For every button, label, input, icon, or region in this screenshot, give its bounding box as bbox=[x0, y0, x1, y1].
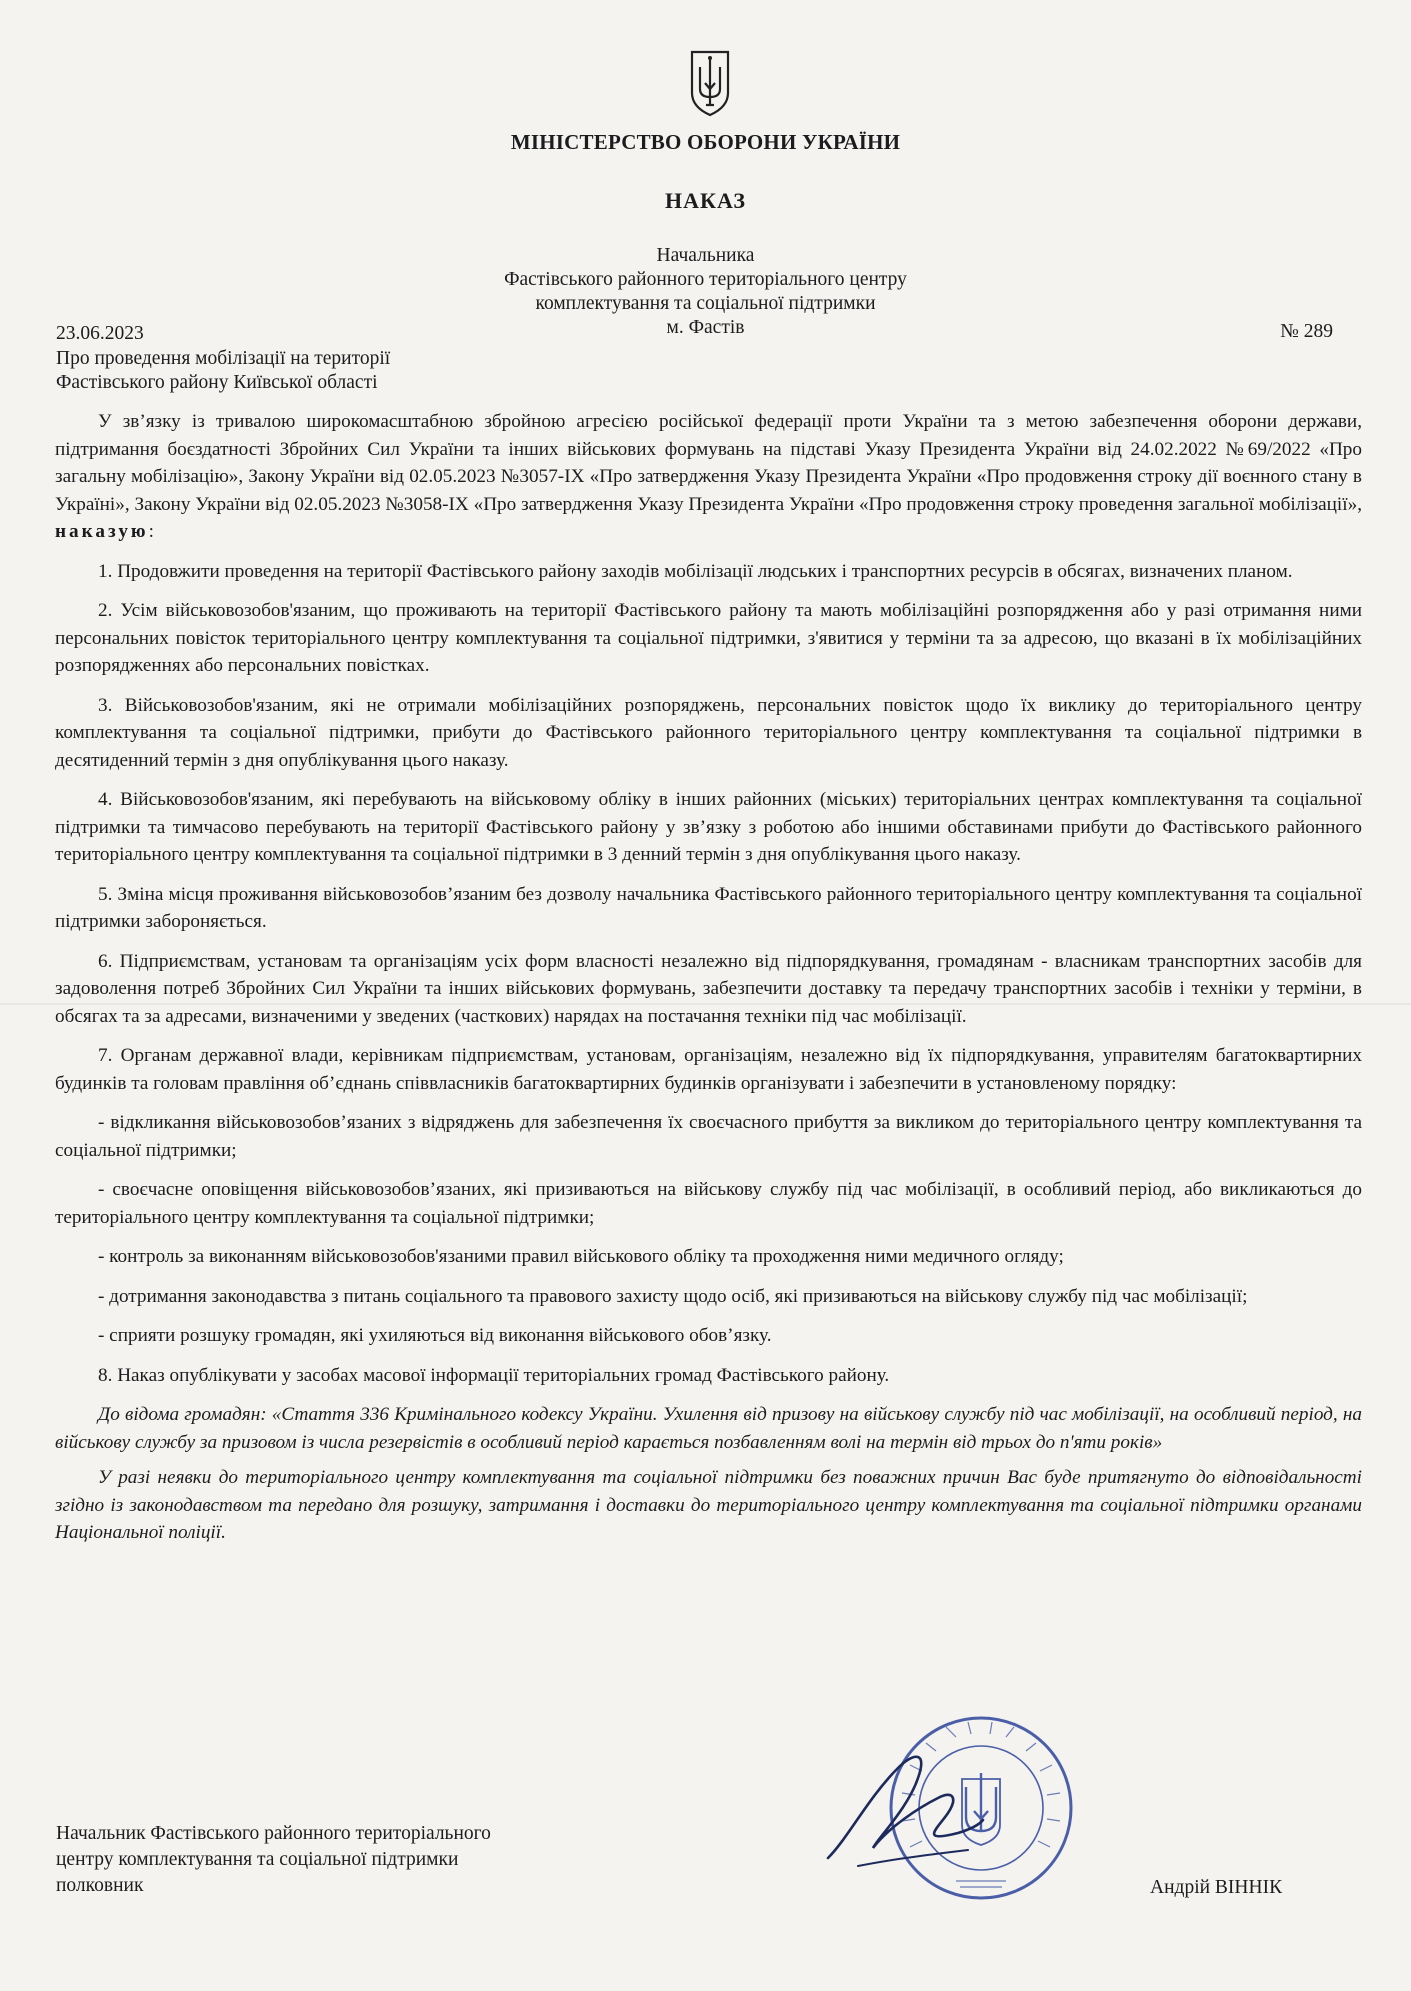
liability-notice: У разі неявки до територіального центру комплектування та соціальної підтримки без поважних причин Вас буде притягнуто до відповідальності згідно із законодавством та передано для розшуку, затримання і доставки до територіального центру комплектування та соціальної підтримки органами Національної поліції. bbox=[55, 1467, 1362, 1543]
preamble-end: : bbox=[148, 521, 154, 542]
preamble-paragraph bbox=[55, 408, 1362, 546]
issuer-line: комплектування та соціальної підтримки bbox=[535, 293, 876, 314]
issuer-line: Фастівського районного територіального центру bbox=[504, 269, 907, 290]
signatory-line: центру комплектування та соціальної підтримки bbox=[56, 1849, 459, 1870]
order-item-3: 3. Військовозобов'язаним, які не отримали мобілізаційних розпоряджень, персональних повісток щодо їх виклику до територіального центру комплектування та соціальної підтримки, прибути до Фастівського районного територіального центру комплектування та соціальної підтримки в десятиденний термін з дня опублікування цього наказу. bbox=[55, 694, 1362, 771]
issuer-line: Начальника bbox=[656, 245, 755, 266]
order-item-6: 6. Підприємствам, установам та організаціям усіх форм власності незалежно від підпорядкування, громадянам - власникам транспортних засобів для задоволення потреб Збройних Сил України та інших військових формувань, забезпечити доставку та передачу транспортних засобів і техніки у терміни, в обсягах та за адресами, визначеними у зведених (часткових) нарядах на постачання техніки під час мобілізації. bbox=[55, 950, 1362, 1027]
issuer-block bbox=[0, 244, 1411, 340]
order-subitem: - своєчасне оповіщення військовозобов’язаних, які призиваються на військову службу під час мобілізації, в особливий період, або викликаються до територіального центру комплектування та соціальної підтримки; bbox=[55, 1179, 1362, 1228]
order-number: № 289 bbox=[1280, 321, 1333, 342]
order-item-4: 4. Військовозобов'язаним, які перебувають на військовому обліку в інших районних (міських) територіальних центрах комплектування та соціальної підтримки та тимчасово перебувають на території Фастівського району у зв’язку з роботою або іншими обставинами прибути до Фастівського районного територіального центру комплектування та соціальної підтримки в 3 денний термін з дня опублікування цього наказу. bbox=[55, 789, 1362, 865]
order-word: наказую bbox=[55, 521, 149, 542]
order-body bbox=[55, 408, 1362, 1555]
signatory-position bbox=[56, 1821, 491, 1899]
handwritten-signature bbox=[818, 1738, 988, 1878]
order-item-5: 5. Зміна місця проживання військовозобов’язаним без дозволу начальника Фастівського районного територіального центру комплектування та соціальної підтримки забороняється. bbox=[55, 883, 1362, 932]
order-date: 23.06.2023 bbox=[56, 323, 144, 344]
order-item-7: 7. Органам державної влади, керівникам підприємствам, установам, організаціям, незалежно від їх підпорядкування, управителям багатоквартирних будинків та головам правління об’єднань співвласників багатоквартирних будинків організувати і забезпечити в установленому порядку: bbox=[55, 1045, 1362, 1094]
order-item-8: 8. Наказ опублікувати у засобах масової інформації територіальних громад Фастівського району. bbox=[98, 1364, 890, 1386]
order-subject bbox=[56, 347, 390, 395]
order-subitem: - сприяти розшуку громадян, які ухиляються від виконання військового обов’язку. bbox=[98, 1325, 772, 1346]
order-item-1: 1. Продовжити проведення на території Фастівського району заходів мобілізації людських і транспортних ресурсів в обсягах, визначених планом. bbox=[98, 560, 1293, 582]
subject-line: Про проведення мобілізації на території bbox=[56, 348, 391, 369]
order-subitem: - контроль за виконанням військовозобов'язаними правил військового обліку та проходження ними медичного огляду; bbox=[98, 1246, 1064, 1267]
signatory-name: Андрій ВІННІК bbox=[1150, 1877, 1283, 1898]
issuer-city: м. Фастів bbox=[666, 317, 745, 338]
criminal-code-notice: До відома громадян: «Стаття 336 Кримінального кодексу України. Ухилення від призову на військову службу під час мобілізації, на особливий період, на військову службу за призовом із числа резервістів в особливий період карається позбавленням волі на термін від трьох до п'яти років» bbox=[55, 1404, 1362, 1453]
order-subitem: - відкликання військовозобов’язаних з відряджень для забезпечення їх своєчасного прибуття за викликом до територіального центру комплектування та соціальної підтримки; bbox=[55, 1112, 1362, 1161]
order-item-2: 2. Усім військовозобов'язаним, що проживають на території Фастівського району та мають мобілізаційні розпорядження або у разі отримання ними персональних повісток територіального центру комплектування та соціальної підтримки, з'явитися у терміни та за адресою, що вказані в їх мобілізаційних розпорядженнях або персональних повістках. bbox=[55, 600, 1362, 676]
trident-icon bbox=[688, 49, 732, 117]
ministry-title: МІНІСТЕРСТВО ОБОРОНИ УКРАЇНИ bbox=[510, 130, 901, 154]
subject-line: Фастівського району Київської області bbox=[56, 372, 378, 393]
signatory-rank: полковник bbox=[56, 1875, 144, 1896]
signatory-line: Начальник Фастівського районного територіального bbox=[56, 1823, 491, 1844]
order-subitem: - дотримання законодавства з питань соціального та правового захисту щодо осіб, які призиваються на військову службу під час мобілізації; bbox=[98, 1285, 1248, 1307]
preamble-text: У зв’язку із тривалою широкомасштабною збройною агресією російської федерації проти України та з метою забезпечення оборони держави, підтримання боєздатності Збройних Сил України та інших військових формувань на підставі Указу Президента України від 24.02.2022 №69/2022 «Про загальну мобілізацію», Закону України від 02.05.2023 №3057-IX «Про затвердження Указу Президента України «Про продовження строку дії воєнного стану в Україні», Закону України від 02.05.2023 №3058-IX «Про затвердження Указу Президента України «Про продовження строку проведення загальної мобілізації», bbox=[55, 411, 1362, 515]
order-title: НАКАЗ bbox=[665, 188, 746, 213]
